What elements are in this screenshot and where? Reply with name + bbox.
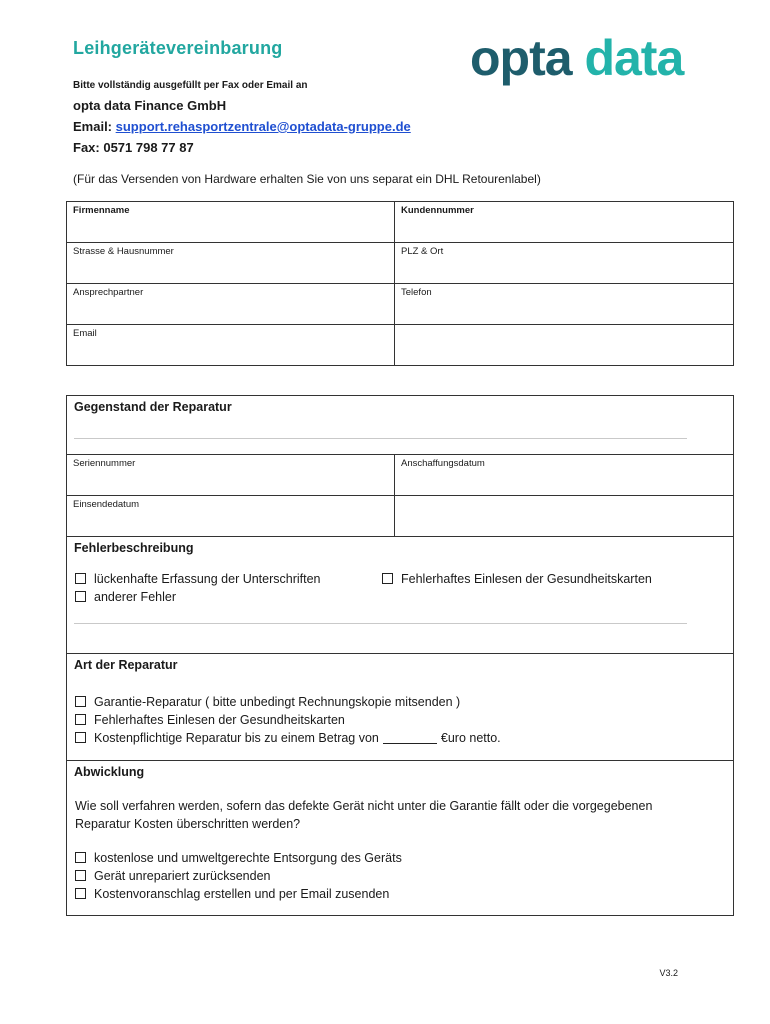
street-label: Strasse & Hausnummer [73,246,174,257]
checkbox[interactable] [382,573,393,584]
company-name-field[interactable] [67,202,395,243]
device-table [66,454,734,537]
logo-data-text: data [584,30,684,86]
cost-amount-field[interactable] [383,731,437,744]
logo-opta-text: opta [470,30,572,86]
serial-number-label: Seriennummer [73,458,136,469]
version-label: V3.2 [659,968,678,978]
zip-city-label: PLZ & Ort [401,246,444,257]
contact-person-label: Ansprechpartner [73,287,144,298]
handling-section [66,760,734,916]
fault-section [66,536,734,654]
handling-option-dispose[interactable] [75,849,402,867]
checkbox[interactable] [75,870,86,881]
checkbox[interactable] [75,852,86,863]
fault-description-line [74,623,687,624]
shipping-note: (Für das Versenden von Hardware erhalten Sie von uns separat ein DHL Retourenlabel) [73,172,541,186]
send-date-field[interactable] [67,496,395,537]
purchase-date-field[interactable] [395,455,734,496]
fault-option-label: Fehlerhaftes Einlesen der Gesundheitskarten [401,572,652,586]
email-line [73,119,411,134]
cost-suffix: €uro netto. [440,731,501,745]
repair-type-paid[interactable] [75,729,501,747]
company-name-label: Firmenname [73,205,130,216]
handling-option-estimate[interactable] [75,885,389,903]
handling-option-label: kostenlose und umweltgerechte Entsorgung des Geräts [94,851,402,865]
customer-number-field[interactable] [395,202,734,243]
serial-number-field[interactable] [67,455,395,496]
email-link[interactable]: support.rehasportzentrale@optadata-gruppe.de [115,119,411,134]
document-title: Leihgerätevereinbarung [73,38,283,58]
checkbox[interactable] [75,696,86,707]
email-field-label: Email [73,328,97,339]
fault-option-other[interactable] [75,588,176,606]
contact-person-field[interactable] [67,284,395,325]
repair-type-cards[interactable] [75,711,345,729]
handling-option-return[interactable] [75,867,270,885]
handling-option-label: Kostenvoranschlag erstellen und per Email zusenden [94,887,390,901]
instruction-text: Bitte vollständig ausgefüllt per Fax oder Email an [73,80,308,91]
send-date-empty[interactable] [395,496,734,537]
handling-question: Wie soll verfahren werden, sofern das defekte Gerät nicht unter die Garantie fällt oder die vorgegebenen Reparatur Kosten überschritten werden? [75,799,653,831]
purchase-date-label: Anschaffungsdatum [401,458,485,469]
send-date-label: Einsendedatum [73,499,140,510]
cost-prefix: Kostenpflichtige Reparatur bis zu einem Betrag von [94,731,379,745]
email-field-empty[interactable] [395,325,734,366]
repair-type-label: Garantie-Reparatur ( bitte unbedingt Rechnungskopie mitsenden ) [94,695,461,709]
repair-subject-box[interactable] [66,395,734,455]
street-field[interactable] [67,243,395,284]
repair-subject-line [74,438,687,439]
checkbox[interactable] [75,714,86,725]
repair-subject-title: Gegenstand der Reparatur [74,400,232,414]
fault-title: Fehlerbeschreibung [74,541,194,555]
fault-option-signatures[interactable] [75,570,321,588]
company-name: opta data Finance GmbH [73,98,227,113]
repair-type-title: Art der Reparatur [74,658,178,672]
handling-option-label: Gerät unrepariert zurücksenden [94,869,271,883]
contact-table [66,201,734,366]
repair-type-warranty[interactable] [75,693,460,711]
checkbox[interactable] [75,591,86,602]
checkbox[interactable] [75,573,86,584]
fault-option-label: lückenhafte Erfassung der Unterschriften [94,572,321,586]
checkbox[interactable] [75,888,86,899]
email-label: Email: [73,119,113,134]
fax-number: Fax: 0571 798 77 87 [73,140,194,155]
fault-option-label: anderer Fehler [94,590,176,604]
opta-data-logo [470,30,683,86]
customer-number-label: Kundennummer [401,205,474,216]
checkbox[interactable] [75,732,86,743]
zip-city-field[interactable] [395,243,734,284]
handling-title: Abwicklung [74,765,145,779]
phone-field[interactable] [395,284,734,325]
repair-type-label: Fehlerhaftes Einlesen der Gesundheitskarten [94,713,345,727]
repair-type-section [66,653,734,761]
email-field[interactable] [67,325,395,366]
fault-option-cards[interactable] [382,570,652,588]
phone-label: Telefon [401,287,432,298]
